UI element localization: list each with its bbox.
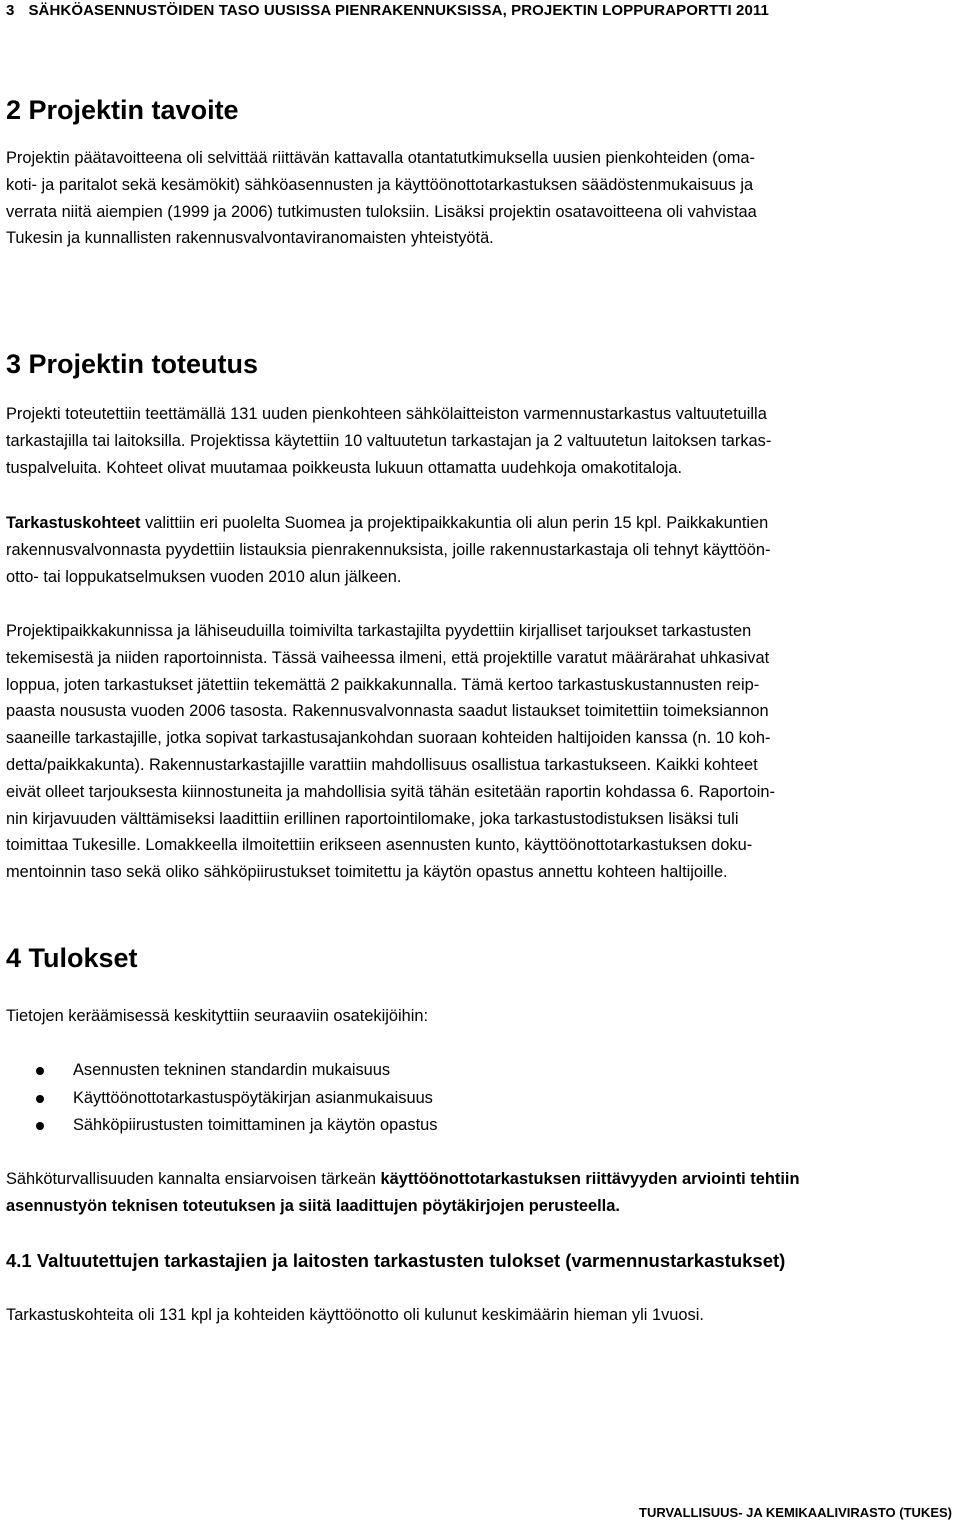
section-4-1-heading-block	[6, 1249, 960, 1273]
text-line: loppua, joten tarkastukset jätettiin tekemättä 2 paikkakunnalla. Tämä kertoo tarkastuskustannusten reip-	[6, 675, 760, 694]
page-footer: TURVALLISUUS- JA KEMIKAALIVIRASTO (TUKES)	[639, 1505, 952, 1520]
list-item: Asennusten tekninen standardin mukaisuus	[6, 1057, 960, 1085]
list-item: Sähköpiirustusten toimittaminen ja käytön opastus	[6, 1112, 960, 1140]
section-2-body	[6, 145, 960, 252]
text-line: rakennusvalvonnasta pyydettiin listauksia pienrakennuksista, joille rakennustarkastaja oli tehnyt käyttöön-	[6, 540, 771, 559]
text-line: Projektin päätavoitteena oli selvittää riittävän kattavalla otantatutkimuksella uusien pienkohteiden (oma-	[6, 149, 755, 167]
text-line: tarkastajilla tai laitoksilla. Projektissa käytettiin 10 valtuutetun tarkastajan ja 2 valtuutetun laitoksen tarkas-	[6, 431, 772, 450]
bullet-icon	[36, 1122, 44, 1130]
text-line: Tarkastuskohteita oli 131 kpl ja kohteiden käyttöönotto oli kulunut keskimäärin hieman yli 1vuosi.	[6, 1306, 704, 1324]
section-3-heading-block	[6, 348, 960, 380]
text-line: detta/paikkakunta). Rakennustarkastajille varattiin mahdollisuus osallistua tarkastukseen. Kaikki kohteet	[6, 755, 758, 774]
text-line: toimittaa Tukesille. Lomakkeella ilmoitettiin erikseen asennusten kunto, käyttöönottotarkastuksen doku-	[6, 836, 753, 855]
running-header	[6, 2, 769, 19]
section-2-paragraph	[6, 145, 960, 252]
text-line: paasta noususta vuoden 2006 tasosta. Rakennusvalvonnasta saadut listaukset toimitettiin toimeksiannon	[6, 702, 769, 721]
text-line: verrata niitä aiempien (1999 ja 2006) tutkimusten tuloksiin. Lisäksi projektin osatavoitteena oli vahvistaa	[6, 202, 757, 221]
text-line: Tarkastuskohteet valittiin eri puolelta Suomea ja projektipaikkakuntia oli alun perin 15 kpl. Paikkakuntien	[6, 514, 769, 532]
text-line: Projekti toteutettiin teettämällä 131 uuden pienkohteen sähkölaitteiston varmennustarkastus valtuutetuilla	[6, 405, 767, 423]
section-3-paragraph-2	[6, 510, 960, 590]
section-4-1-body	[6, 1302, 960, 1329]
page-number: 3	[6, 2, 15, 19]
text-line	[6, 1193, 960, 1220]
section-4-1-heading: 4.1 Valtuutettujen tarkastajien ja laitosten tarkastusten tulokset (varmennustarkastukset)	[6, 1250, 786, 1271]
bold-term: Tarkastuskohteet	[6, 514, 141, 532]
report-title: SÄHKÖASENNUSTÖIDEN TASO UUSISSA PIENRAKENNUKSISSA, PROJEKTIN LOPPURAPORTTI 2011	[28, 2, 769, 19]
bullet-icon	[36, 1067, 44, 1075]
list-item: Käyttöönottotarkastuspöytäkirjan asianmukaisuus	[6, 1085, 960, 1113]
text-line: Sähköturvallisuuden kannalta ensiarvoisen tärkeän käyttöönottotarkastuksen riittävyyden arviointi tehtiin	[6, 1170, 800, 1188]
text-line: eivät olleet tarjouksesta kiinnostuneita ja mahdollisia syitä tähän esitetään raportin kohdassa 6. Raportoin-	[6, 782, 775, 801]
bullet-icon	[36, 1095, 44, 1103]
text-line: Tietojen keräämisessä keskityttiin seuraaviin osatekijöihin:	[6, 1007, 429, 1025]
text-line: saaneille tarkastajille, jotka sopivat tarkastusajankohdan suoraan kohteiden haltijoiden kanssa (n. 10 koh-	[6, 729, 771, 748]
text-line: otto- tai loppukatselmuksen vuoden 2010 alun jälkeen.	[6, 567, 402, 586]
text-line: Projektipaikkakunnissa ja lähiseuduilla toimivilta tarkastajilta pyydettiin kirjalliset tarjoukset tarkastusten	[6, 622, 752, 640]
section-4-paragraph	[6, 1166, 960, 1220]
text-line: nin kirjavuuden välttämiseksi laadittiin erillinen raportointilomake, joka tarkastustodistuksen lisäksi tuli	[6, 809, 739, 828]
text-line: mentoinnin taso sekä oliko sähköpiirustukset toimitettu ja käytön opastus annettu kohteen haltijoille.	[6, 863, 728, 882]
bold-text: asennustyön teknisen toteutuksen ja siitä laadittujen pöytäkirjojen perusteella.	[6, 1196, 620, 1215]
section-3-paragraph-1	[6, 401, 960, 481]
section-4-intro	[6, 1003, 960, 1030]
section-4-heading: 4 Tulokset	[6, 943, 138, 973]
bold-text: käyttöönottotarkastuksen riittävyyden arviointi tehtiin	[380, 1170, 800, 1188]
section-4-heading-block	[6, 942, 960, 974]
section-2-heading: 2 Projektin tavoite	[6, 95, 239, 125]
section-2-heading-block	[6, 94, 960, 126]
section-3-paragraph-3	[6, 618, 960, 886]
text-line: tuspalveluita. Kohteet olivat muutamaa poikkeusta lukuun ottamatta uudehkoja omakotitaloja.	[6, 458, 683, 477]
section-3-heading: 3 Projektin toteutus	[6, 349, 259, 379]
section-4-bullet-list	[6, 1057, 960, 1140]
text-line: tekemisestä ja niiden raportoinnista. Tässä vaiheessa ilmeni, että projektille varatut määrärahat uhkasivat	[6, 648, 770, 667]
text-line: koti- ja paritalot sekä kesämökit) sähköasennusten ja käyttöönottotarkastuksen säädöstenmukaisuus ja	[6, 175, 754, 194]
text-line: Tukesin ja kunnallisten rakennusvalvontaviranomaisten yhteistyötä.	[6, 229, 494, 248]
